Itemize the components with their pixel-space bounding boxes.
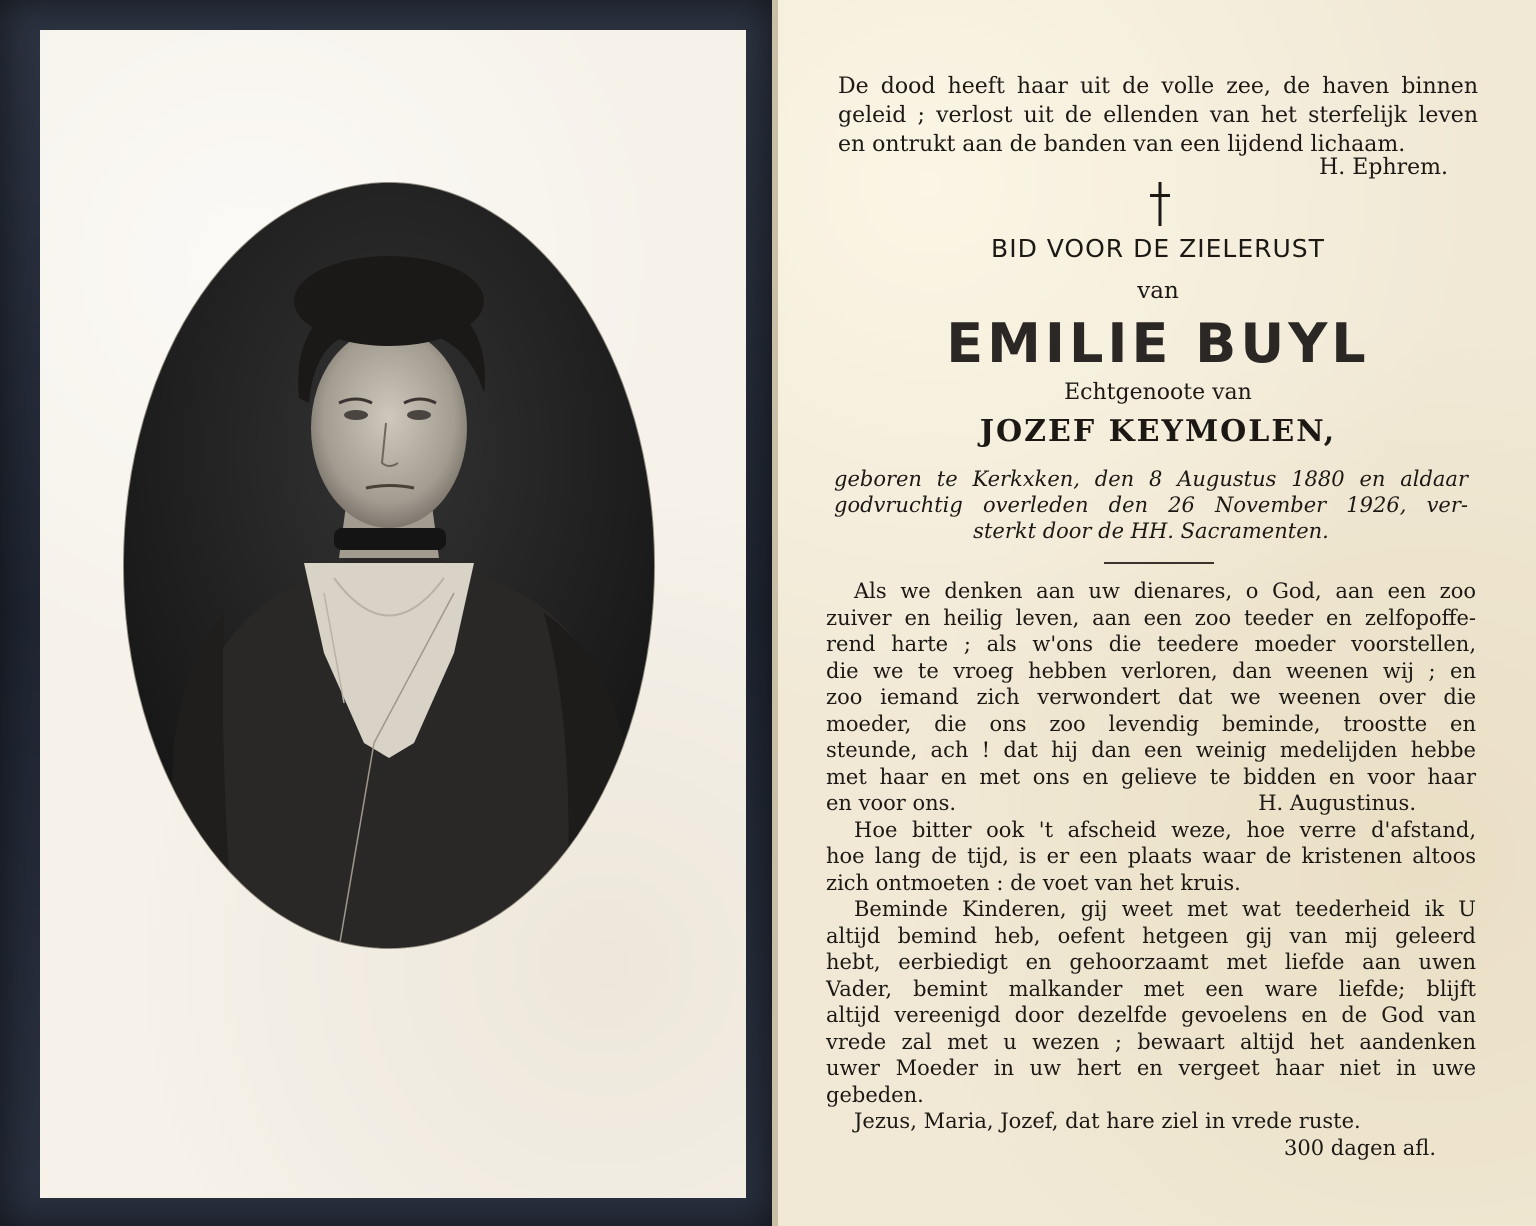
body-line: met haar en met ons en gelieve te bidden en voor haar	[826, 764, 1476, 789]
body-line: uwer Moeder in uw hert en vergeet haar niet in uwe	[826, 1056, 1476, 1080]
body-line: altijd bemind heb, oefent hetgeen gij van mij geleerd	[826, 923, 1476, 948]
body-line: hoe lang de tijd, is er een plaats waar de kristenen altoos	[826, 844, 1476, 868]
memorial-text	[826, 578, 1476, 1135]
dates-line: godvruchtig overleden den 26 November 1926, ver-	[834, 493, 1468, 517]
body-line: hebt, eerbiedigt en gehoorzaamt met liefde aan uwen	[826, 950, 1476, 974]
augustinus-author: H. Augustinus.	[1258, 791, 1416, 815]
quote-line: en ontrukt aan de banden van een lijdend lichaam.	[838, 132, 1406, 157]
body-line: en voor ons.	[826, 791, 957, 815]
spouse-name: JOZEF KEYMOLEN,	[979, 414, 1337, 449]
divider-line	[1104, 562, 1214, 564]
cross-icon	[1148, 182, 1172, 226]
body-line: zoo iemand zich verwondert dat we weenen over die	[826, 685, 1476, 709]
quote-line: De dood heeft haar uit de volle zee, de haven binnen	[838, 74, 1478, 99]
body-line: rend harte ; als w'ons die teedere moeder voorstellen,	[826, 632, 1476, 656]
dates-line: geboren te Kerkxken, den 8 Augustus 1880 en aldaar	[834, 467, 1468, 491]
opening-quote	[838, 72, 1478, 159]
body-line: Hoe bitter ook 't afscheid weze, hoe verre d'afstand,	[854, 817, 1476, 842]
body-line: Beminde Kinderen, gij weet met wat teederheid ik U	[854, 897, 1476, 921]
quote-author: H. Ephrem.	[1319, 155, 1448, 180]
body-attribution-line	[826, 790, 1476, 817]
dates-line: sterkt door de HH. Sacramenten.	[973, 519, 1329, 543]
body-line: die we te vroeg hebben verloren, dan weenen wij ; en	[826, 658, 1476, 683]
body-line: Vader, bemint malkander met een ware liefde; blijft	[826, 976, 1476, 1001]
portrait-figure-illustration	[124, 183, 654, 948]
birth-death-dates	[834, 466, 1468, 544]
text-card	[772, 0, 1536, 1226]
photo-card-mount	[40, 30, 746, 1198]
body-line: gebeden.	[826, 1082, 924, 1107]
body-line: zich ontmoeten : de voet van het kruis.	[826, 870, 1241, 895]
quote-line: geleid ; verlost uit de ellenden van het sterfelijk leven	[838, 103, 1478, 128]
body-line: vrede zal met u wezen ; bewaart altijd het aandenken	[826, 1029, 1476, 1054]
body-line: Als we denken aan uw dienares, o God, aan een zoo	[854, 579, 1476, 603]
body-line: altijd vereenigd door dezelfde gevoelens en de God van	[826, 1003, 1476, 1027]
body-line: zuiver en heilig leven, aan een zoo teeder en zelfopoffe-	[826, 605, 1476, 630]
deceased-name: EMILIE BUYL	[946, 312, 1370, 375]
portrait-photo	[124, 183, 654, 948]
heading-van: van	[1137, 278, 1179, 304]
prayer-heading: BID VOOR DE ZIELERUST	[991, 234, 1325, 263]
spouse-label: Echtgenoote van	[1064, 380, 1252, 405]
closing-prayer: Jezus, Maria, Jozef, dat hare ziel in vrede ruste.	[854, 1109, 1361, 1133]
indulgence-note: 300 dagen afl.	[1284, 1136, 1436, 1160]
body-line: moeder, die ons zoo levendig beminde, troostte en	[826, 711, 1476, 736]
body-line: steunde, ach ! dat hij dan een weinig medelijden hebbe	[826, 738, 1476, 762]
